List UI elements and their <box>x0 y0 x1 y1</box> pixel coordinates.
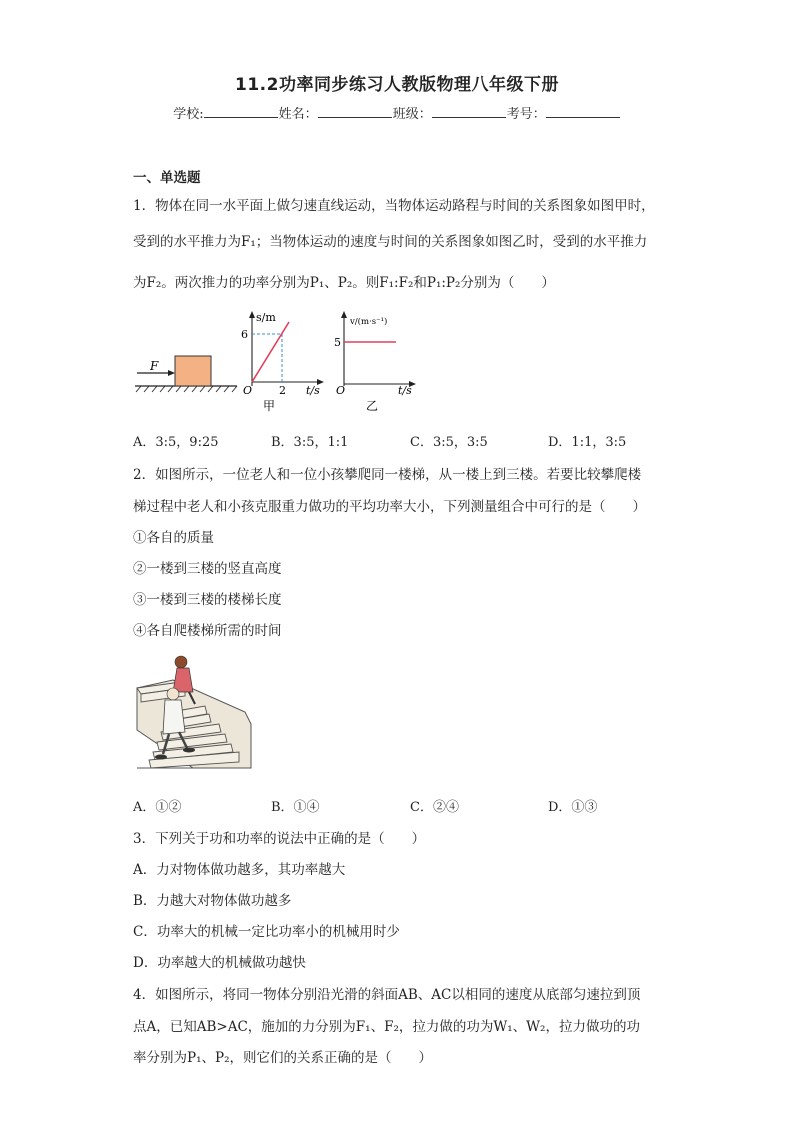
q2-option-b[interactable]: B．①④ <box>271 800 320 815</box>
graph-b-xlabel: t/s <box>398 384 412 397</box>
graph-b-ytick: 5 <box>334 336 341 349</box>
name-field[interactable] <box>318 105 392 118</box>
ground-hatch <box>136 386 237 392</box>
staircase-figure <box>133 650 257 778</box>
q1-option-c[interactable]: C．3:5，3:5 <box>410 435 488 450</box>
graph-a-caption: 甲 <box>263 399 276 413</box>
q3-option-b[interactable]: B．力越大对物体做功越多 <box>133 893 292 909</box>
q3-stem: 3．下列关于功和功率的说法中正确的是（ ） <box>133 831 426 847</box>
graph-a-xtick: 2 <box>279 384 286 397</box>
q2-item-1: ①各自的质量 <box>133 530 214 546</box>
force-label: F <box>150 359 159 373</box>
graph-a-origin: O <box>243 384 253 397</box>
box <box>175 356 211 386</box>
q3-option-c[interactable]: C．功率大的机械一定比功率小的机械用时少 <box>133 924 400 940</box>
q1-option-a[interactable]: A．3:5，9:25 <box>133 435 219 450</box>
q1-line-2: 受到的水平推力为F₁；当物体运动的速度与时间的关系图象如图乙时，受到的水平推力 <box>133 234 648 250</box>
graph-a-line <box>252 322 289 382</box>
q2-item-4: ④各自爬楼梯所需的时间 <box>133 623 282 639</box>
graph-b-ylabel: v/(m·s⁻¹) <box>350 317 388 327</box>
school-label: 学校: <box>173 107 204 122</box>
q2-line-1: 2．如图所示，一位老人和一位小孩攀爬同一楼梯，从一楼上到三楼。若要比较攀爬楼 <box>133 467 642 483</box>
name-label: 姓名： <box>278 107 318 122</box>
class-field[interactable] <box>432 105 506 118</box>
q2-item-2: ②一楼到三楼的竖直高度 <box>133 561 282 577</box>
q4-line-2: 点A，已知AB>AC，施加的力分别为F₁、F₂，拉力做的功为W₁、W₂，拉力做功的功 <box>133 1019 640 1035</box>
graph-b-y-arrow <box>341 311 347 318</box>
number-field[interactable] <box>546 105 620 118</box>
q3-option-d[interactable]: D．功率越大的机械做功越快 <box>133 955 306 971</box>
number-label: 考号： <box>506 107 546 122</box>
q4-line-3: 率分别为P₁、P₂，则它们的关系正确的是（ ） <box>133 1050 432 1066</box>
q1-option-d[interactable]: D．1:1，3:5 <box>548 435 627 450</box>
q1-box-figure <box>133 340 243 396</box>
q2-item-3: ③一楼到三楼的楼梯长度 <box>133 592 282 608</box>
q1-line-1: 1．物体在同一水平面上做匀速直线运动，当物体运动路程与时间的关系图象如图甲时， <box>133 198 655 214</box>
graph-b-origin: O <box>336 384 346 397</box>
q2-option-c[interactable]: C．②④ <box>410 800 459 815</box>
class-label: 班级： <box>392 107 432 122</box>
graph-a-ytick: 6 <box>241 328 248 341</box>
graph-a <box>236 308 328 416</box>
q2-option-d[interactable]: D．①③ <box>548 800 598 815</box>
force-arrowhead <box>168 370 175 376</box>
graph-b <box>330 308 422 416</box>
page-title: 11.2功率同步练习人教版物理八年级下册 <box>235 75 559 95</box>
graph-a-ylabel: s/m <box>256 311 276 324</box>
q2-line-2: 梯过程中老人和小孩克服重力做功的平均功率大小，下列测量组合中可行的是（ ） <box>133 499 646 515</box>
school-field[interactable] <box>204 105 278 118</box>
q1-line-3: 为F₂。两次推力的功率分别为P₁、P₂。则F₁:F₂和P₁:P₂分别为（ ） <box>133 275 555 291</box>
graph-a-xlabel: t/s <box>306 384 320 397</box>
q1-option-b[interactable]: B．3:5，1:1 <box>271 435 349 450</box>
section-title: 一、单选题 <box>133 170 201 186</box>
q4-line-1: 4．如图所示，将同一物体分别沿光滑的斜面AB、AC以相同的速度从底部匀速拉到顶 <box>133 987 641 1003</box>
graph-a-y-arrow <box>249 311 255 318</box>
q2-option-a[interactable]: A．①② <box>133 800 182 815</box>
student-info-line <box>0 103 794 122</box>
q3-option-a[interactable]: A．力对物体做功越多，其功率越大 <box>133 862 346 878</box>
graph-b-caption: 乙 <box>366 399 379 413</box>
